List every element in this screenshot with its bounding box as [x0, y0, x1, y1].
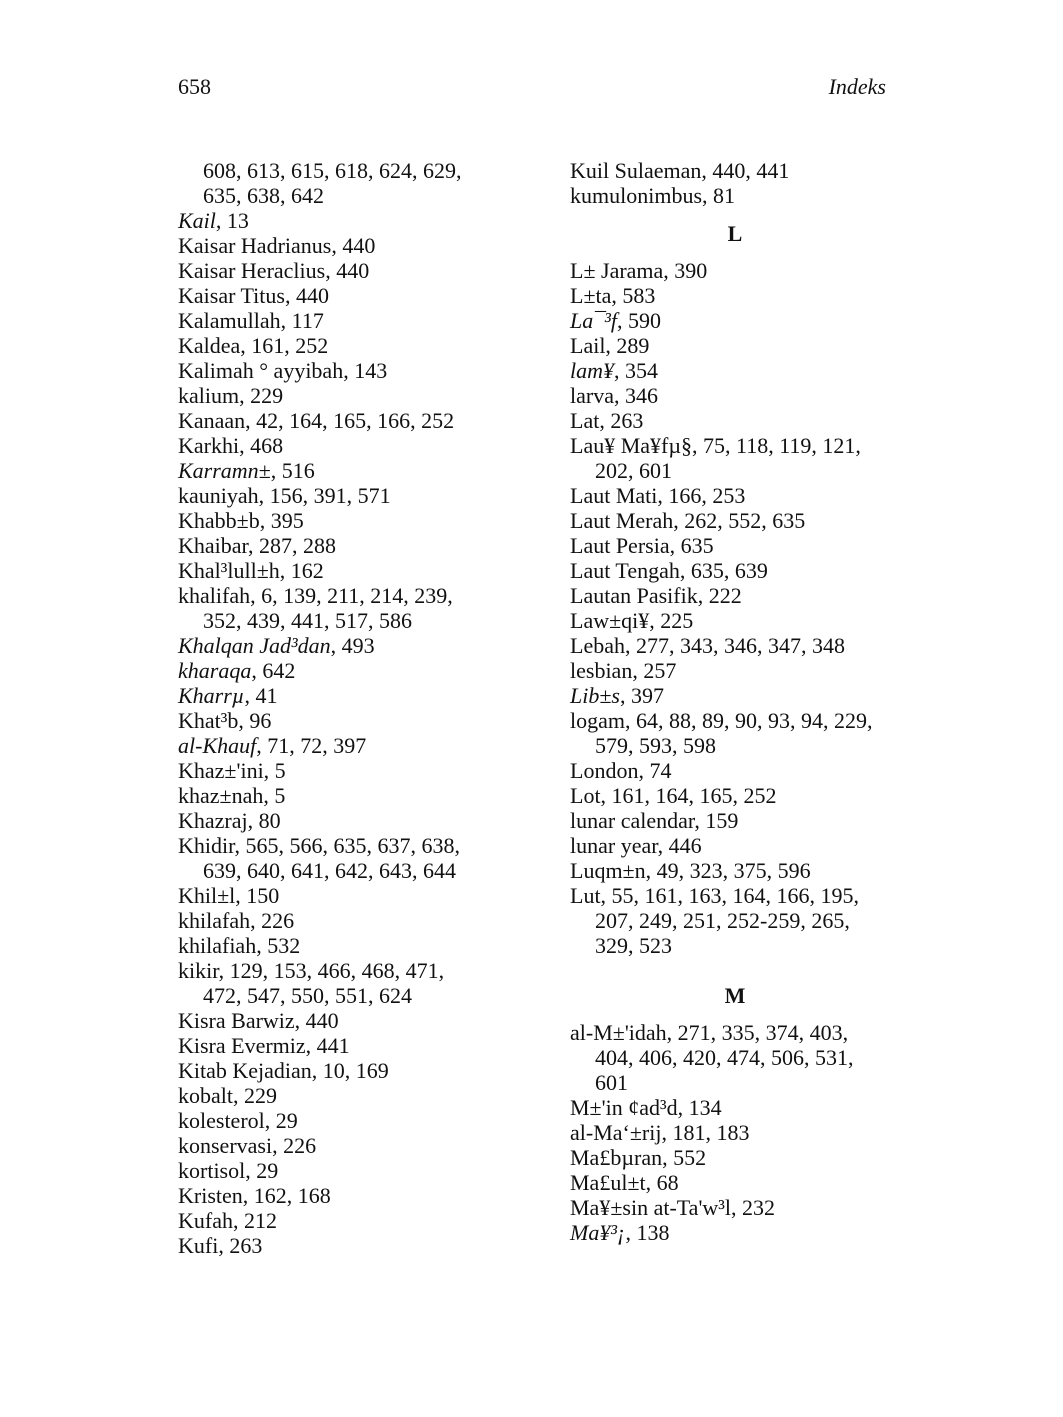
index-entry: Laut Tengah, 635, 639: [570, 558, 768, 583]
index-entry: khilafiah, 532: [178, 933, 301, 958]
index-term: Ma¥³¡: [570, 1220, 626, 1245]
index-entry: Kaisar Hadrianus, 440: [178, 233, 376, 258]
index-entry: al-M±'idah, 271, 335, 374, 403,: [570, 1020, 849, 1045]
index-term: Kharrµ: [178, 683, 245, 708]
index-term: Lib±s: [570, 683, 620, 708]
index-page-refs: , 397: [619, 683, 664, 708]
index-entry: Lut, 55, 161, 163, 164, 166, 195,: [570, 883, 860, 908]
index-entry: kobalt, 229: [178, 1083, 277, 1108]
index-entry: Lat, 263: [570, 408, 644, 433]
index-entry: Luqm±n, 49, 323, 375, 596: [570, 858, 811, 883]
index-entry: kumulonimbus, 81: [570, 183, 736, 208]
index-entry: Lautan Pasifik, 222: [570, 583, 742, 608]
index-entries-l: [570, 258, 900, 958]
index-page-refs: , 590: [616, 308, 661, 333]
index-page-refs: , 41: [244, 683, 278, 708]
index-term: Khalqan Jad³dan: [178, 633, 331, 658]
index-term: Karramn±: [178, 458, 271, 483]
index-entry-continuation: 601: [595, 1070, 628, 1095]
index-entry: [570, 358, 900, 383]
index-page-refs: , 71, 72, 397: [256, 733, 367, 758]
index-entry: konservasi, 226: [178, 1133, 317, 1158]
index-entry-continuation: 608, 613, 615, 618, 624, 629,: [203, 158, 462, 183]
index-entry: Khidir, 565, 566, 635, 637, 638,: [178, 833, 461, 858]
index-entry: Kufi, 263: [178, 1233, 263, 1258]
index-entry: lesbian, 257: [570, 658, 677, 683]
index-entries-k-continued: [570, 158, 900, 208]
index-entry: Kaisar Heraclius, 440: [178, 258, 370, 283]
index-page-refs: , 354: [614, 358, 658, 383]
index-entry: Kaldea, 161, 252: [178, 333, 329, 358]
index-entry: L±ta, 583: [570, 283, 656, 308]
index-entry: [178, 633, 508, 658]
index-entry: Laut Mati, 166, 253: [570, 483, 746, 508]
index-page-refs: , 138: [625, 1220, 670, 1245]
index-term: al-Khauf: [178, 733, 257, 758]
index-entry: khilafah, 226: [178, 908, 295, 933]
index-entry: London, 74: [570, 758, 672, 783]
index-column-left: [178, 158, 508, 1258]
index-entry: Kristen, 162, 168: [178, 1183, 331, 1208]
index-entry: Kanaan, 42, 164, 165, 166, 252: [178, 408, 455, 433]
index-entry: Kuil Sulaeman, 440, 441: [570, 158, 790, 183]
index-entry: Kaisar Titus, 440: [178, 283, 329, 308]
index-entry: [178, 208, 508, 233]
index-entry: Lail, 289: [570, 333, 650, 358]
index-entry: Laut Persia, 635: [570, 533, 714, 558]
index-entry: logam, 64, 88, 89, 90, 93, 94, 229,: [570, 708, 873, 733]
index-entry-continuation: 202, 601: [595, 458, 672, 483]
index-entry: [570, 308, 900, 333]
index-entry: L± Jarama, 390: [570, 258, 708, 283]
index-entry: [570, 1220, 900, 1245]
index-entry: kolesterol, 29: [178, 1108, 298, 1133]
index-entry: Kalimah ° ayyibah, 143: [178, 358, 388, 383]
index-entry: Kisra Barwiz, 440: [178, 1008, 339, 1033]
index-page-refs: , 13: [215, 208, 249, 233]
index-page-refs: , 516: [270, 458, 315, 483]
index-entry: Kufah, 212: [178, 1208, 277, 1233]
index-entry: Khal³lull±h, 162: [178, 558, 324, 583]
index-entry: kauniyah, 156, 391, 571: [178, 483, 391, 508]
index-entry: al-Ma‘±rij, 181, 183: [570, 1120, 750, 1145]
index-entry: kalium, 229: [178, 383, 284, 408]
index-term: kharaqa: [178, 658, 252, 683]
index-entries-m: [570, 1020, 900, 1245]
index-entry: [178, 683, 508, 708]
index-entry: Ma£ul±t, 68: [570, 1170, 679, 1195]
index-entry: [178, 733, 508, 758]
index-term: lam¥: [570, 358, 614, 383]
page-number: 658: [178, 74, 211, 99]
index-entry-continuation: 329, 523: [595, 933, 672, 958]
index-entry: lunar calendar, 159: [570, 808, 739, 833]
index-entry: [178, 658, 508, 683]
index-entry: [570, 683, 900, 708]
index-entry: lunar year, 446: [570, 833, 702, 858]
index-entry: kikir, 129, 153, 466, 468, 471,: [178, 958, 445, 983]
index-page-refs: , 642: [251, 658, 296, 683]
index-entry-continuation: 472, 547, 550, 551, 624: [203, 983, 412, 1008]
index-entry: Law±qi¥, 225: [570, 608, 694, 633]
index-entry-continuation: 207, 249, 251, 252-259, 265,: [595, 908, 850, 933]
index-entry-continuation: 635, 638, 642: [203, 183, 324, 208]
index-column-right: [570, 158, 900, 1245]
index-entry: M±'in ¢ad³d, 134: [570, 1095, 722, 1120]
index-entry: khaz±nah, 5: [178, 783, 286, 808]
index-entry: Kalamullah, 117: [178, 308, 324, 333]
index-entry: Khil±l, 150: [178, 883, 280, 908]
index-entry-continuation: 579, 593, 598: [595, 733, 716, 758]
index-entry: Kitab Kejadian, 10, 169: [178, 1058, 389, 1083]
index-entry: Khat³b, 96: [178, 708, 272, 733]
index-entry: khalifah, 6, 139, 211, 214, 239,: [178, 583, 453, 608]
index-entry: Lau¥ Ma¥fµ§, 75, 118, 119, 121,: [570, 433, 861, 458]
index-entry: Lot, 161, 164, 165, 252: [570, 783, 777, 808]
index-page-refs: , 493: [330, 633, 375, 658]
index-entry-continuation: 352, 439, 441, 517, 586: [203, 608, 412, 633]
index-term: Kail: [178, 208, 216, 233]
index-entry: Lebah, 277, 343, 346, 347, 348: [570, 633, 845, 658]
index-entry-continuation: 404, 406, 420, 474, 506, 531,: [595, 1045, 854, 1070]
index-entry: Kisra Evermiz, 441: [178, 1033, 350, 1058]
index-entry: Karkhi, 468: [178, 433, 284, 458]
index-entry: Khabb±b, 395: [178, 508, 304, 533]
index-entry: Ma¥±sin at-Ta'w³l, 232: [570, 1195, 776, 1220]
index-entry: [178, 458, 508, 483]
index-term: La¯³f: [570, 308, 617, 333]
index-entry: Laut Merah, 262, 552, 635: [570, 508, 806, 533]
section-heading-l: L: [727, 221, 743, 246]
index-entry: Ma£bµran, 552: [570, 1145, 707, 1170]
index-entry-continuation: 639, 640, 641, 642, 643, 644: [203, 858, 456, 883]
index-entry: kortisol, 29: [178, 1158, 279, 1183]
index-entry: larva, 346: [570, 383, 658, 408]
section-heading-m: M: [724, 983, 746, 1008]
index-entry: Khazraj, 80: [178, 808, 281, 833]
running-head: Indeks: [828, 74, 886, 99]
index-entry: Khaibar, 287, 288: [178, 533, 336, 558]
index-entry: Khaz±'ini, 5: [178, 758, 286, 783]
